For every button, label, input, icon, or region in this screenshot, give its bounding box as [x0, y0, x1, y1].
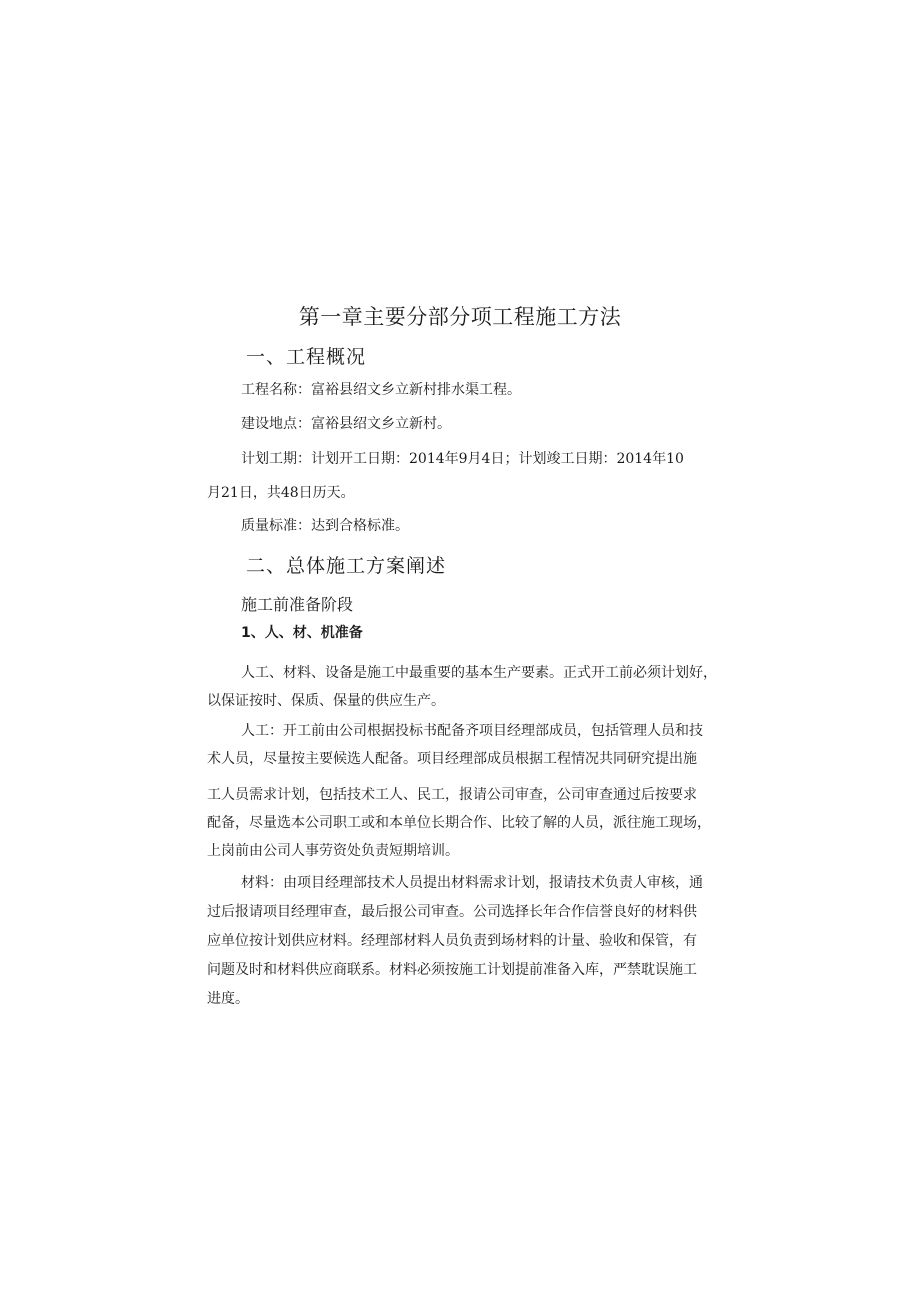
project-schedule-line-1: 计划工期：计划开工日期：2014年9月4日；计划竣工日期：2014年10: [241, 451, 684, 467]
para2-line: 配备，尽量选本公司职工或和本单位长期合作、比较了解的人员，派往施工现场，: [207, 815, 711, 831]
para3-line: 过后报请项目经理审查，最后报公司审查。公司选择长年合作信誉良好的材料供: [207, 904, 697, 920]
para2-line: 上岗前由公司人事劳资处负责短期培训。: [207, 843, 459, 859]
chapter-title: 第一章主要分部分项工程施工方法: [298, 305, 622, 329]
para3-line: 应单位按计划供应材料。经理部材料人员负责到场材料的计量、验收和保管，有: [207, 933, 697, 949]
para2-line: 工人员需求计划，包括技术工人、民工，报请公司审查，公司审查通过后按要求: [207, 787, 697, 803]
project-schedule-line-2: 月21日，共48日历天。: [207, 485, 355, 501]
project-location: 建设地点：富裕县绍文乡立新村。: [241, 416, 451, 432]
item-heading: 1、人、材、机准备: [241, 625, 363, 641]
para3-line: 问题及时和材料供应商联系。材料必须按施工计划提前准备入库，严禁耽误施工: [207, 962, 697, 978]
para1-line: 人工、材料、设备是施工中最重要的基本生产要素。正式开工前必须计划好，: [241, 665, 717, 681]
para1-line: 以保证按时、保质、保量的供应生产。: [207, 693, 445, 709]
section-heading-overview: 一、工程概况: [246, 346, 367, 368]
stage-heading: 施工前准备阶段: [241, 595, 354, 614]
para3-line: 进度。: [207, 991, 249, 1007]
para3-line: 材料：由项目经理部技术人员提出材料需求计划，报请技术负责人审核，通: [241, 875, 703, 891]
para2-line: 人工：开工前由公司根据投标书配备齐项目经理部成员，包括管理人员和技: [241, 723, 703, 739]
para2-line: 术人员，尽量按主要候选人配备。项目经理部成员根据工程情况共同研究提出施: [207, 751, 697, 767]
project-name: 工程名称：富裕县绍文乡立新村排水渠工程。: [241, 382, 521, 398]
section-heading-plan: 二、总体施工方案阐述: [246, 555, 447, 577]
project-quality: 质量标准：达到合格标准。: [241, 518, 409, 534]
